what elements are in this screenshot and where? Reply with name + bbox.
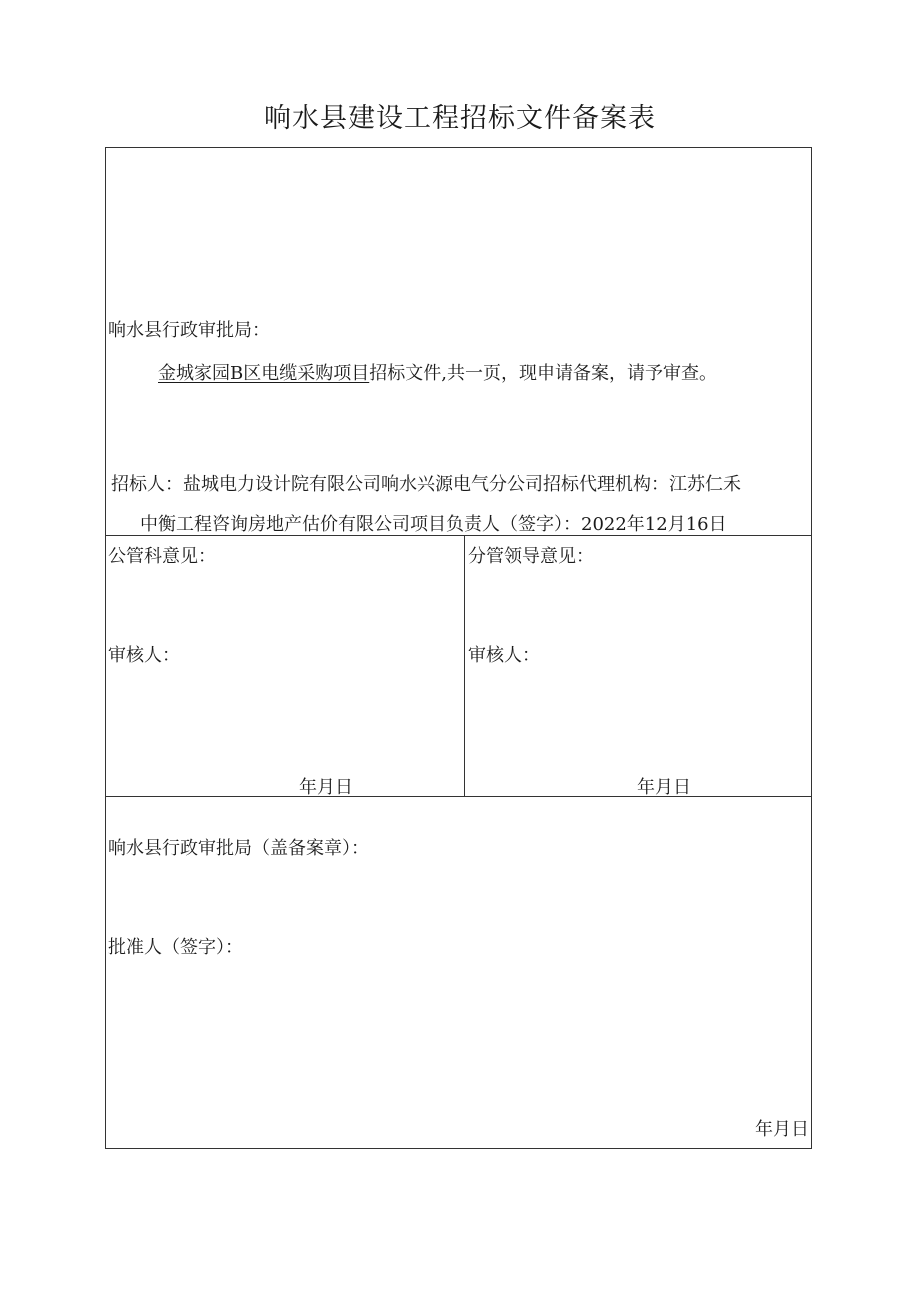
divider-section-2 bbox=[106, 796, 811, 797]
public-management-opinion-label: 公管科意见： bbox=[108, 546, 216, 567]
application-request: 招标文件,共一页，现申请备案，请予审查。 bbox=[369, 363, 717, 384]
opinion-column-divider bbox=[464, 535, 465, 796]
left-reviewer-label: 审核人： bbox=[108, 645, 180, 666]
right-reviewer-label: 审核人： bbox=[468, 645, 540, 666]
right-date-label: 年月日 bbox=[637, 777, 691, 798]
application-statement bbox=[158, 359, 717, 385]
left-date-label: 年月日 bbox=[299, 777, 353, 798]
tenderer-agency-line-1: 招标人：盐城电力设计院有限公司响水兴源电气分公司招标代理机构：江苏仁禾 bbox=[111, 474, 741, 495]
project-name: 金城家园B区电缆采购项目 bbox=[158, 363, 370, 384]
approval-date-label: 年月日 bbox=[755, 1119, 809, 1140]
filing-form-table bbox=[105, 147, 812, 1149]
approval-bureau-label: 响水县行政审批局（盖备案章）： bbox=[108, 838, 369, 859]
addressee-label: 响水县行政审批局： bbox=[108, 320, 270, 341]
divider-section-1 bbox=[106, 535, 811, 536]
approver-signature-label: 批准人（签字）： bbox=[108, 937, 243, 958]
tenderer-agency-line-2: 中衡工程咨询房地产估价有限公司项目负责人（签字）：2022年12月16日 bbox=[140, 514, 727, 535]
leader-opinion-label: 分管领导意见： bbox=[468, 546, 594, 567]
page-title: 响水县建设工程招标文件备案表 bbox=[264, 103, 656, 134]
